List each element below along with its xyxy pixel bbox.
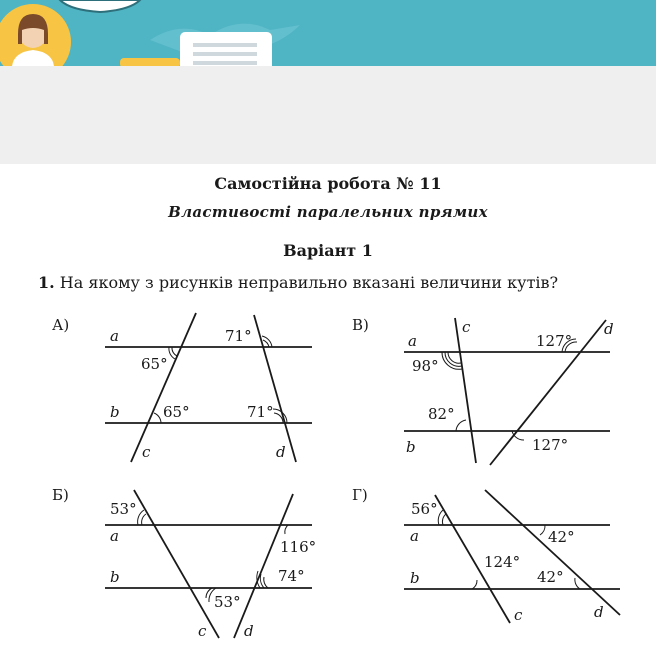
angle-arc <box>263 340 269 347</box>
figure-a-label: А) <box>52 316 70 334</box>
line-a-label: a <box>110 327 119 345</box>
angle-arc <box>512 431 524 440</box>
line-d-label: d <box>276 443 286 461</box>
angle-label-a-bl: 65° <box>163 403 190 421</box>
line-d <box>254 315 296 462</box>
angle-label-a-br: 71° <box>247 403 274 421</box>
question-number: 1. <box>38 273 55 292</box>
angle-label-v-c-top: 98° <box>412 357 439 375</box>
angle-label-b-right-top: 116° <box>280 538 317 556</box>
angle-label-g-d-top: 42° <box>548 528 575 546</box>
figure-a <box>52 313 312 462</box>
line-b-label: b <box>406 438 416 456</box>
angle-arc <box>154 413 161 423</box>
angle-label-v-c-bottom: 82° <box>428 405 455 423</box>
line-a-label: a <box>408 332 417 350</box>
line-d-label: d <box>604 320 614 338</box>
line-b-label: b <box>410 569 420 587</box>
angle-label-b-bottom: 53° <box>214 593 241 611</box>
angle-arc <box>575 578 580 589</box>
angle-arc <box>448 352 461 363</box>
line-c <box>455 318 476 463</box>
line-d-label: d <box>244 622 254 640</box>
line-c <box>134 490 219 638</box>
angle-arc <box>142 514 146 525</box>
angle-label-g-c-bottom: 124° <box>484 553 521 571</box>
question-text: На якому з рисунків неправильно вказані величини кутів? <box>59 273 559 292</box>
worksheet-subtitle: Властивості паралельних прямих <box>168 203 488 221</box>
line-c-label: c <box>142 443 151 461</box>
angle-label-a-tl: 65° <box>141 355 168 373</box>
line-c-label: c <box>514 606 523 624</box>
figure-v <box>352 316 614 465</box>
line-a-label: a <box>410 527 419 545</box>
line-c-label: c <box>462 318 471 336</box>
line-b-label: b <box>110 568 120 586</box>
angle-label-v-d-top: 127° <box>536 332 573 350</box>
variant-heading: Варіант 1 <box>283 241 373 260</box>
line-b-label: b <box>110 403 120 421</box>
figure-g <box>352 486 620 624</box>
angle-label-v-d-bottom: 127° <box>532 436 569 454</box>
figure-b-label: Б) <box>52 486 69 504</box>
angle-arc <box>285 525 288 534</box>
figure-b <box>52 486 316 640</box>
line-d <box>234 494 293 638</box>
line-a-label: a <box>110 527 119 545</box>
angle-arc <box>442 514 446 525</box>
figure-g-label: Г) <box>352 486 368 504</box>
angle-label-g-c-top: 56° <box>411 500 438 518</box>
angle-arc <box>540 525 545 535</box>
angle-arc <box>172 347 177 356</box>
line-c <box>131 313 196 462</box>
angle-label-a-tr: 71° <box>225 327 252 345</box>
worksheet-title: Самостійна робота № 11 <box>214 174 442 193</box>
angle-label-b-top: 53° <box>110 500 137 518</box>
line-d-label: d <box>594 603 604 621</box>
figure-v-label: В) <box>352 316 369 334</box>
angle-label-b-right-bottom: 74° <box>278 567 305 585</box>
angle-arc <box>472 580 477 589</box>
angle-label-g-d-bottom: 42° <box>537 568 564 586</box>
angle-arc <box>264 577 268 588</box>
line-c-label: c <box>198 622 207 640</box>
angle-arc <box>456 420 466 431</box>
